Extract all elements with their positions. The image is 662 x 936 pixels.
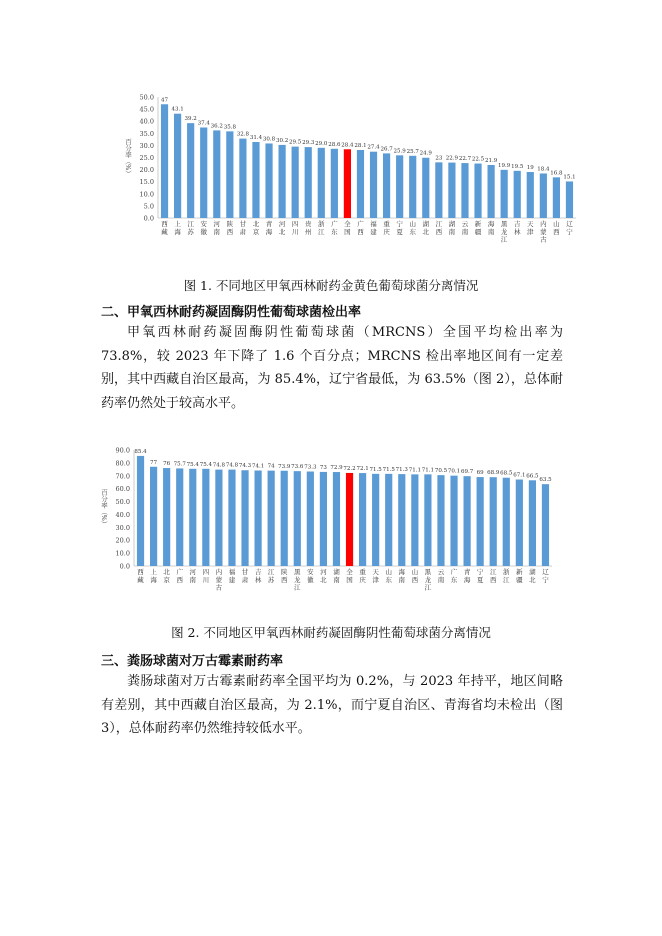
bar xyxy=(174,114,181,218)
bar-national xyxy=(344,149,351,218)
data-label: 30.2 xyxy=(275,137,289,144)
y-tick-label: 35.0 xyxy=(139,129,154,138)
bar xyxy=(501,170,508,218)
data-label: 68.9 xyxy=(487,470,500,477)
data-label: 70.5 xyxy=(434,468,448,475)
data-label: 74.8 xyxy=(212,462,226,469)
data-label: 22.9 xyxy=(445,155,459,162)
y-tick-label: 45.0 xyxy=(139,105,154,114)
y-tick-label: 30.0 xyxy=(139,141,154,150)
data-label: 63.5 xyxy=(539,477,552,484)
category-label: 湖南 xyxy=(333,568,340,584)
data-label: 28.1 xyxy=(354,142,367,149)
data-label: 15.1 xyxy=(563,174,576,181)
y-tick-label: 5.0 xyxy=(143,202,154,211)
bar xyxy=(239,139,246,218)
category-label: 云南 xyxy=(437,568,445,584)
category-label: 全国 xyxy=(344,220,351,236)
data-label: 73.9 xyxy=(278,463,291,470)
data-label: 36.2 xyxy=(210,123,223,130)
data-label: 21.9 xyxy=(484,158,498,165)
category-label: 江西 xyxy=(489,568,497,584)
data-label: 25.7 xyxy=(406,148,419,155)
data-label: 77 xyxy=(150,459,158,466)
bar xyxy=(398,474,405,566)
category-label: 福建 xyxy=(228,568,236,584)
bar xyxy=(318,148,325,218)
data-label: 22.5 xyxy=(471,156,485,163)
category-label: 重庆 xyxy=(383,220,390,236)
data-label: 73.6 xyxy=(291,464,304,471)
bar xyxy=(252,142,259,218)
data-label: 85.4 xyxy=(134,448,147,455)
category-label: 黑龙江 xyxy=(500,220,508,244)
bar xyxy=(241,470,248,566)
bar xyxy=(265,143,272,218)
category-label: 内蒙古 xyxy=(215,568,223,592)
category-label: 黑龙江 xyxy=(424,568,432,592)
section-3-paragraph: 粪肠球菌对万古霉素耐药率全国平均为 0.2%，与 2023 年持平，地区间略有差别，其中西藏自治区最高，为 2.1%，而宁夏自治区、青海省均未检出（图 3），总体耐药率仍然维持较低水平。 xyxy=(101,674,563,736)
data-label: 67.1 xyxy=(513,472,526,479)
bar xyxy=(540,173,547,218)
figure-1-chart xyxy=(0,84,662,256)
bar xyxy=(215,470,222,566)
category-label: 浙江 xyxy=(318,220,325,236)
data-label: 19.9 xyxy=(498,162,511,169)
bar xyxy=(279,145,286,218)
category-label: 浙江 xyxy=(503,568,510,584)
bar xyxy=(474,164,481,218)
category-label: 甘肃 xyxy=(241,568,249,584)
bar xyxy=(331,149,338,218)
y-tick-label: 20.0 xyxy=(115,536,130,545)
y-tick-label: 10.0 xyxy=(115,549,130,558)
data-label: 72.1 xyxy=(356,466,369,473)
data-label: 75.4 xyxy=(186,461,199,468)
data-label: 72.2 xyxy=(343,465,356,472)
category-label: 陕西 xyxy=(226,220,234,236)
data-label: 72.9 xyxy=(330,465,343,472)
bar xyxy=(189,469,196,566)
y-axis-title: 百分率（%） xyxy=(100,488,108,528)
data-label: 24.9 xyxy=(419,150,432,157)
category-label: 甘肃 xyxy=(239,220,247,236)
bar xyxy=(553,177,560,218)
bar xyxy=(226,131,233,218)
data-label: 74.3 xyxy=(238,463,252,470)
y-tick-label: 50.0 xyxy=(115,498,130,507)
category-label: 四川 xyxy=(291,220,299,236)
data-label: 75.4 xyxy=(199,461,212,468)
data-label: 25.9 xyxy=(393,148,406,155)
bar xyxy=(294,471,301,566)
data-label: 18.4 xyxy=(537,166,550,173)
bar xyxy=(200,127,207,218)
y-tick-label: 90.0 xyxy=(115,446,130,455)
category-label: 福建 xyxy=(370,220,377,236)
bar xyxy=(422,158,429,218)
category-label: 宁夏 xyxy=(396,220,403,236)
bar xyxy=(359,473,366,566)
data-label: 69 xyxy=(476,470,484,477)
bar xyxy=(176,468,183,566)
bar xyxy=(516,480,523,566)
data-label: 29.0 xyxy=(315,140,328,147)
data-label: 16.8 xyxy=(550,170,563,177)
bar xyxy=(424,474,431,566)
category-label: 上海 xyxy=(150,568,157,584)
data-label: 31.4 xyxy=(249,135,263,142)
bar xyxy=(450,476,457,566)
data-label: 71.5 xyxy=(369,466,382,473)
bar xyxy=(305,147,312,218)
category-label: 辽宁 xyxy=(542,568,549,584)
bar xyxy=(372,474,379,566)
category-label: 北京 xyxy=(252,220,260,236)
category-label: 黑龙江 xyxy=(294,568,301,592)
bar xyxy=(307,472,314,566)
category-label: 上海 xyxy=(174,220,181,236)
data-label: 19 xyxy=(526,165,534,172)
section-3-heading: 三、粪肠球菌对万古霉素耐药率 xyxy=(101,654,284,669)
data-label: 74 xyxy=(267,463,275,470)
data-label: 39.2 xyxy=(184,116,197,123)
category-label: 贵州 xyxy=(304,220,312,236)
data-label: 28.4 xyxy=(341,142,354,149)
category-label: 江苏 xyxy=(267,568,275,584)
category-label: 山东 xyxy=(409,220,416,236)
figure-1-caption: 图 1. 不同地区甲氧西林耐药金黄色葡萄球菌分离情况 xyxy=(183,278,479,293)
data-label: 47 xyxy=(161,97,169,104)
bar xyxy=(255,470,262,566)
y-tick-label: 0.0 xyxy=(119,562,130,571)
bar xyxy=(409,156,416,218)
bar xyxy=(435,162,442,218)
category-label: 天津 xyxy=(527,220,534,236)
category-label: 北京 xyxy=(163,568,170,584)
data-label: 69.7 xyxy=(460,469,474,476)
bar xyxy=(411,474,418,566)
data-label: 73.3 xyxy=(304,464,317,471)
y-tick-label: 70.0 xyxy=(115,472,130,481)
data-label: 75.7 xyxy=(173,461,186,468)
data-label: 29.3 xyxy=(302,140,315,147)
category-label: 湖北 xyxy=(529,568,536,584)
section-2-heading: 二、甲氧西林耐药凝固酶阴性葡萄球菌检出率 xyxy=(101,305,362,320)
bar xyxy=(488,165,495,218)
bar xyxy=(333,472,340,566)
figure-2-caption: 图 2. 不同地区甲氧西林耐药凝固酶阴性葡萄球菌分离情况 xyxy=(171,625,491,640)
data-label: 23 xyxy=(435,155,443,162)
bar xyxy=(150,467,157,566)
data-label: 37.4 xyxy=(197,120,210,127)
category-label: 四川 xyxy=(202,568,210,584)
data-label: 74.8 xyxy=(225,462,239,469)
category-label: 湖南 xyxy=(448,220,456,236)
bar xyxy=(490,477,497,566)
category-label: 宁夏 xyxy=(476,568,484,584)
bar-national xyxy=(346,473,353,566)
bar xyxy=(514,171,521,218)
category-label: 海南 xyxy=(487,220,495,236)
data-label: 22.7 xyxy=(458,156,472,163)
category-label: 辽宁 xyxy=(566,220,573,236)
bar xyxy=(370,152,377,218)
data-label: 70.1 xyxy=(447,468,461,475)
bar xyxy=(529,480,536,566)
data-label: 28.6 xyxy=(328,141,341,148)
category-label: 重庆 xyxy=(359,568,366,584)
category-label: 广西 xyxy=(357,220,364,236)
y-tick-label: 30.0 xyxy=(115,523,130,532)
category-label: 江西 xyxy=(435,220,443,236)
figure-2-chart xyxy=(0,442,662,602)
y-tick-label: 25.0 xyxy=(139,154,154,162)
bar xyxy=(542,484,549,566)
data-label: 71.5 xyxy=(382,466,395,473)
bar xyxy=(268,471,275,566)
bar xyxy=(228,470,235,566)
bar xyxy=(566,181,573,218)
category-label: 新疆 xyxy=(516,568,523,584)
bar xyxy=(396,155,403,218)
y-axis-title: 百分率（%） xyxy=(124,138,132,177)
data-label: 71.1 xyxy=(421,467,435,474)
bar xyxy=(163,468,170,566)
category-label: 河北 xyxy=(278,220,286,236)
category-label: 安徽 xyxy=(307,568,314,584)
category-label: 西藏 xyxy=(161,220,168,236)
category-label: 吉林 xyxy=(513,220,521,236)
bar xyxy=(320,472,327,566)
data-label: 19.5 xyxy=(511,163,524,170)
bar xyxy=(292,147,299,218)
category-label: 吉林 xyxy=(254,568,262,584)
category-label: 陕西 xyxy=(280,568,288,584)
y-tick-label: 40.0 xyxy=(139,117,154,126)
y-tick-label: 60.0 xyxy=(115,485,130,494)
bar xyxy=(357,150,364,218)
y-tick-label: 15.0 xyxy=(139,178,154,187)
data-label: 68.5 xyxy=(500,470,513,477)
data-label: 74.1 xyxy=(251,463,265,470)
section-2-paragraph: 甲氧西林耐药凝固酶阴性葡萄球菌（MRCNS）全国平均检出率为 73.8%，较 2023 年下降了 1.6 个百分点；MRCNS 检出率地区间有一定差别，其中西藏自治区最高，为 85.4%，辽宁省最低，为 63.5%（图 2），总体耐药率仍然处于较高水平。 xyxy=(101,325,563,411)
bar xyxy=(503,478,510,566)
category-label: 河南 xyxy=(189,568,197,584)
category-label: 西藏 xyxy=(137,568,144,584)
data-label: 27.4 xyxy=(367,144,380,151)
bar xyxy=(448,163,455,218)
category-label: 天津 xyxy=(372,568,379,584)
y-tick-label: 40.0 xyxy=(115,510,130,519)
y-tick-label: 0.0 xyxy=(143,214,154,223)
data-label: 32.8 xyxy=(236,131,250,138)
category-label: 云南 xyxy=(461,220,469,236)
bar xyxy=(477,477,484,566)
data-label: 71.1 xyxy=(408,467,421,474)
category-label: 河北 xyxy=(320,568,327,584)
category-label: 广西 xyxy=(176,568,183,584)
y-tick-label: 10.0 xyxy=(139,190,154,199)
category-label: 新疆 xyxy=(474,220,482,236)
category-label: 河南 xyxy=(213,220,221,236)
data-label: 29.5 xyxy=(289,139,302,146)
category-label: 内蒙古 xyxy=(540,220,547,244)
category-label: 江苏 xyxy=(187,220,194,236)
y-tick-label: 80.0 xyxy=(115,459,130,468)
data-label: 76 xyxy=(163,461,171,468)
bar xyxy=(385,474,392,566)
bar xyxy=(461,163,468,218)
category-label: 广东 xyxy=(450,568,458,584)
category-label: 广东 xyxy=(331,220,338,236)
bar xyxy=(281,471,288,566)
data-label: 43.1 xyxy=(171,106,184,113)
data-label: 35.8 xyxy=(223,124,236,131)
category-label: 湖北 xyxy=(422,220,430,236)
bar xyxy=(383,153,390,218)
bar xyxy=(527,172,534,218)
y-tick-label: 20.0 xyxy=(139,166,154,175)
category-label: 山东 xyxy=(385,568,392,584)
category-label: 青海 xyxy=(265,220,273,236)
bar xyxy=(161,104,168,218)
data-label: 66.5 xyxy=(526,473,539,480)
category-label: 青海 xyxy=(463,568,471,584)
category-label: 山西 xyxy=(411,568,419,584)
category-label: 山西 xyxy=(553,220,560,236)
category-label: 海南 xyxy=(398,568,406,584)
data-label: 26.7 xyxy=(380,146,393,153)
y-tick-label: 50.0 xyxy=(139,93,154,102)
bar xyxy=(464,476,471,566)
data-label: 71.3 xyxy=(395,467,408,474)
category-label: 全国 xyxy=(346,568,353,584)
data-label: 30.8 xyxy=(262,136,276,143)
bar xyxy=(137,456,144,566)
bar xyxy=(437,475,444,566)
bar xyxy=(213,130,220,218)
data-label: 73 xyxy=(319,464,327,471)
bar xyxy=(202,469,209,566)
category-label: 安徽 xyxy=(200,220,207,236)
bar xyxy=(187,123,194,218)
